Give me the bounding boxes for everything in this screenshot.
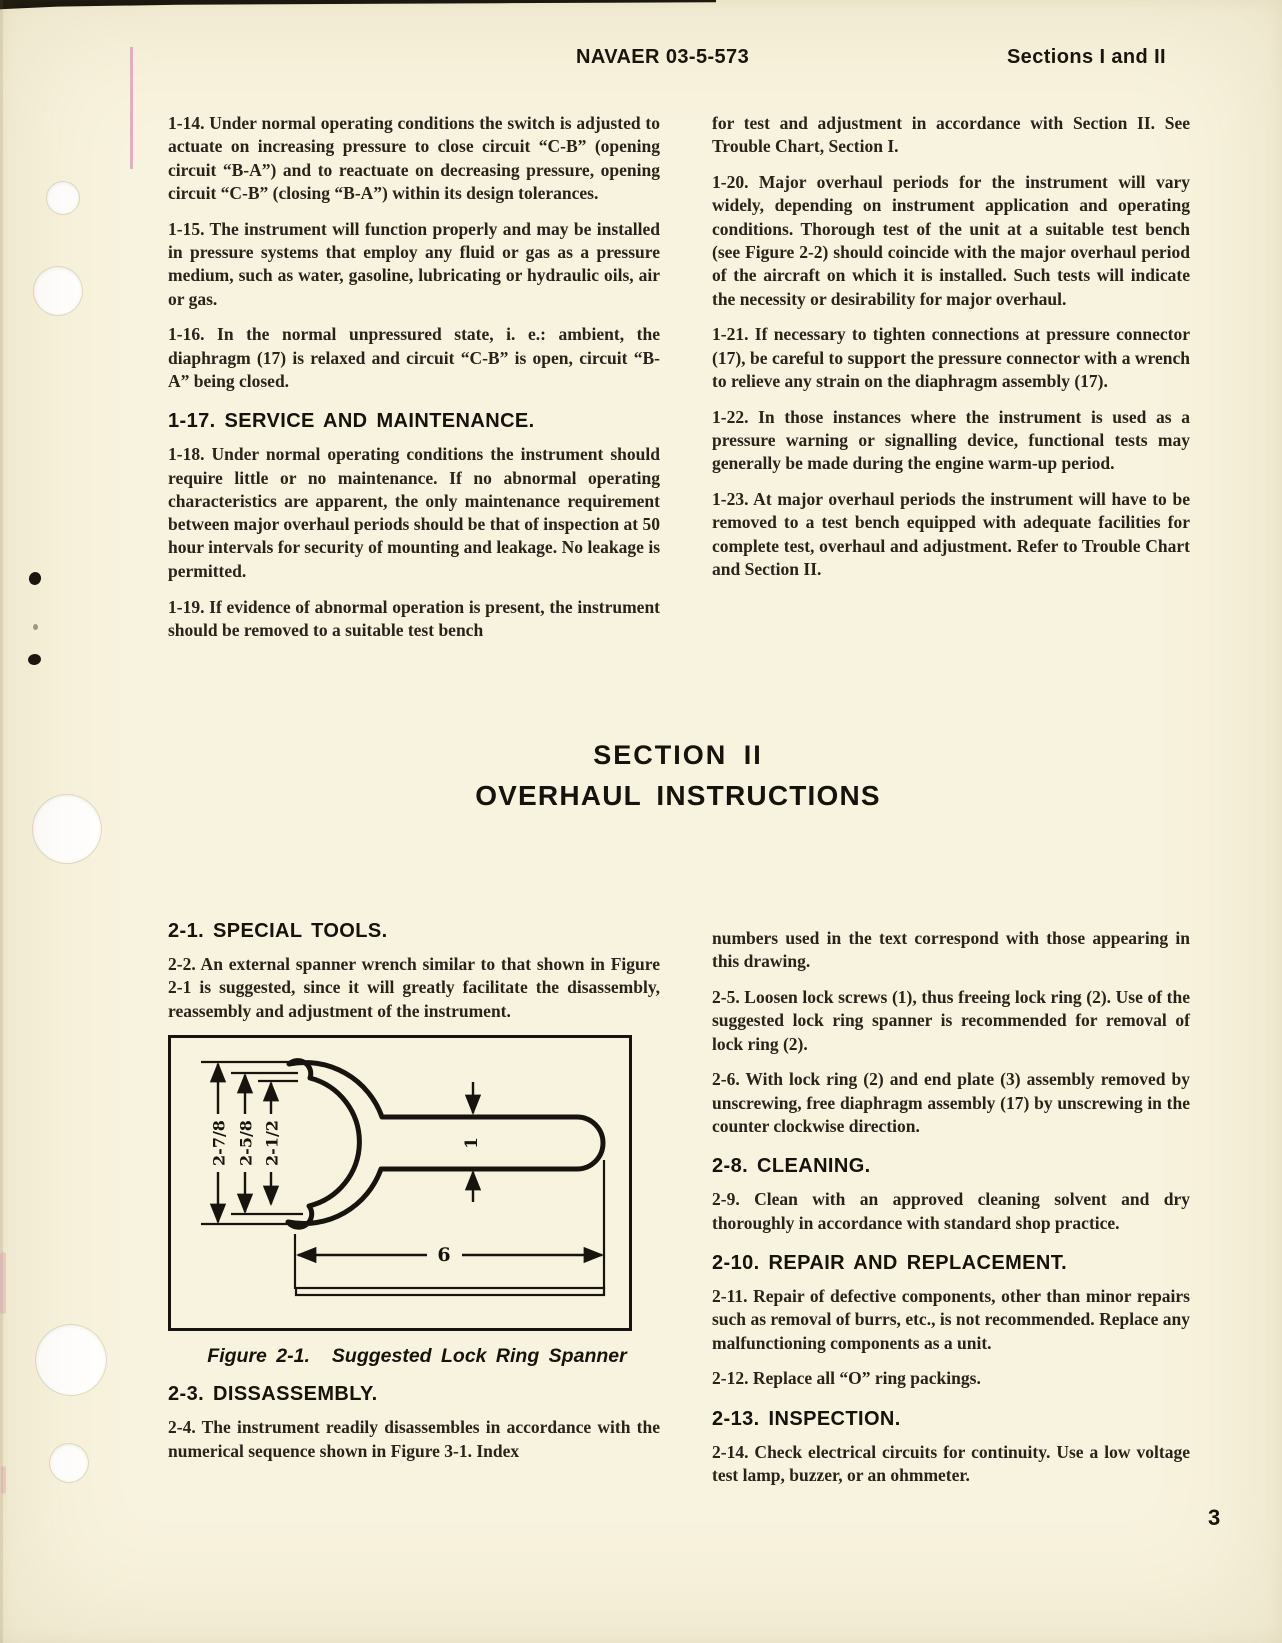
dimension-labels	[210, 1120, 483, 1266]
paragraph: 1-14. Under normal operating conditions the switch is adjusted to actuate on increasing pressure to close circuit “C-B” (opening circuit “B-A”) and to reactuate on decreasing pressure, opening circuit “C-B” (closing “B-A”) within its design tolerances.	[168, 113, 660, 203]
section1-left-column	[168, 112, 660, 655]
dim-label-length: 6	[437, 1244, 451, 1267]
punch-hole	[47, 182, 79, 214]
paragraph-heading: 2-1. SPECIAL TOOLS.	[168, 920, 388, 942]
spanner-edge-view	[296, 1288, 604, 1295]
lock-ring-spanner-drawing	[171, 1038, 629, 1328]
paragraph: 2-11. Repair of defective components, other than minor repairs such as removal of burrs, etc., is not recommended. Replace any malfunctioning components as a unit.	[712, 1285, 1190, 1353]
punch-hole	[36, 1325, 106, 1395]
figure-caption	[174, 1344, 660, 1368]
paragraph: 1-23. At major overhaul periods the instrument will have to be removed to a test bench equipped with adequate facilities for complete test, overhaul and adjustment. Refer to Trouble Chart and Section II.	[712, 489, 1190, 580]
page-number: 3	[1208, 1505, 1221, 1530]
paragraph-heading: 2-13. INSPECTION.	[712, 1407, 901, 1430]
section1-right-column	[712, 112, 1190, 594]
figure-caption-title: Suggested Lock Ring Spanner	[331, 1345, 627, 1368]
spanner-outline	[288, 1061, 603, 1228]
paragraph-heading: 1-17. SERVICE AND MAINTENANCE.	[168, 410, 535, 433]
paragraph: numbers used in the text correspond with those appearing in this drawing.	[712, 928, 1190, 972]
paragraph: 2-12. Replace all “O” ring packings.	[712, 1368, 981, 1389]
section2-left-top	[168, 919, 660, 1023]
figure-caption-label: Figure 2-1.	[207, 1345, 310, 1368]
paragraph: 2-5. Loosen lock screws (1), thus freeing lock ring (2). Use of the suggested lock ring spanner is recommended for removal of lock ring (2).	[712, 987, 1190, 1054]
doc-number: NAVAER 03-5-573	[576, 46, 750, 68]
header-sections-label: Sections I and II	[1006, 46, 1166, 68]
paragraph: 1-20. Major overhaul periods for the instrument will vary widely, depending on instrument application and operating conditions. Thorough test of the unit at a suitable test bench (see Figure 2-2) should coincide with the major overhaul period of the aircraft on which it is installed. Such tests will indicate the necessity or desirability for major overhaul.	[712, 172, 1190, 309]
dim-label-outer: 2-7/8	[209, 1120, 229, 1167]
section2-title-line2: OVERHAUL INSTRUCTIONS	[475, 780, 881, 811]
paragraph: 1-21. If necessary to tighten connections at pressure connector (17), be careful to support the pressure connector with a wrench to relieve any strain on the diaphragm assembly (17).	[712, 324, 1190, 391]
paragraph: 2-6. With lock ring (2) and end plate (3) assembly removed by unscrewing, free diaphragm assembly (17) by unscrewing in the counter clockwise direction.	[712, 1069, 1190, 1137]
punch-hole	[34, 267, 82, 315]
paragraph-heading: 2-10. REPAIR AND REPLACEMENT.	[712, 1251, 1068, 1274]
paragraph-heading: 2-3. DISSASSEMBLY.	[168, 1383, 378, 1406]
figure-2-1-box	[168, 1035, 632, 1331]
paragraph: 2-14. Check electrical circuits for continuity. Use a low voltage test lamp, buzzer, or an ohmmeter.	[712, 1441, 1190, 1485]
ink-dot	[27, 653, 42, 666]
section2-left-bottom	[168, 1382, 660, 1463]
scan-edge-left	[0, 0, 3, 1643]
paragraph: 1-18. Under normal operating conditions the instrument should require little or no maintenance. If no abnormal operating characteristics are apparent, the only maintenance requirement between major overhaul periods should be that of inspection at 50 hour intervals for security of mounting and leakage. No leakage is permitted.	[168, 444, 660, 581]
dim-label-middle: 2-5/8	[236, 1120, 256, 1167]
paragraph: 1-22. In those instances where the instrument is used as a pressure warning or signalling device, functional tests may generally be made during the engine warm-up period.	[712, 406, 1190, 474]
section2-right-column	[712, 905, 1190, 1500]
figure-2-1	[168, 1035, 660, 1368]
section2-title-line1: SECTION II	[593, 740, 763, 770]
dim-label-inner: 2-1/2	[262, 1120, 282, 1167]
paragraph-heading: 2-8. CLEANING.	[712, 1155, 871, 1178]
ink-dot	[28, 571, 43, 587]
paragraph: 1-16. In the normal unpressured state, i. e.: ambient, the diaphragm (17) is relaxed and circuit “C-B” is open, circuit “B-A” being closed.	[168, 324, 660, 391]
pen-smudge	[1, 1466, 6, 1494]
paragraph: 1-15. The instrument will function properly and may be installed in pressure systems that employ any fluid or gas as a pressure medium, such as water, gasoline, lubricating or hydraulic oils, air or gas.	[168, 218, 660, 309]
punch-hole	[50, 1444, 88, 1482]
paragraph: 2-2. An external spanner wrench similar to that shown in Figure 2-1 is suggested, since it will greatly facilitate the disassembly, reassembly and adjustment of the instrument.	[168, 954, 660, 1021]
paragraph: 2-4. The instrument readily disassembles in accordance with the numerical sequence shown in Figure 3-1. Index	[168, 1417, 660, 1461]
paragraph: for test and adjustment in accordance with Section II. See Trouble Chart, Section I.	[712, 113, 1190, 157]
ink-dot	[33, 624, 38, 630]
dim-label-handle-width: 1	[462, 1137, 482, 1150]
scan-edge-top	[0, 0, 716, 10]
pen-mark	[130, 47, 133, 169]
section2-left-column	[168, 905, 660, 1475]
section2-title	[168, 742, 1188, 810]
punch-hole	[33, 795, 101, 863]
pen-smudge	[0, 1252, 6, 1314]
paragraph: 2-9. Clean with an approved cleaning solvent and dry thoroughly in accordance with standard shop practice.	[712, 1189, 1190, 1233]
paragraph: 1-19. If evidence of abnormal operation is present, the instrument should be removed to a suitable test bench	[168, 596, 660, 640]
